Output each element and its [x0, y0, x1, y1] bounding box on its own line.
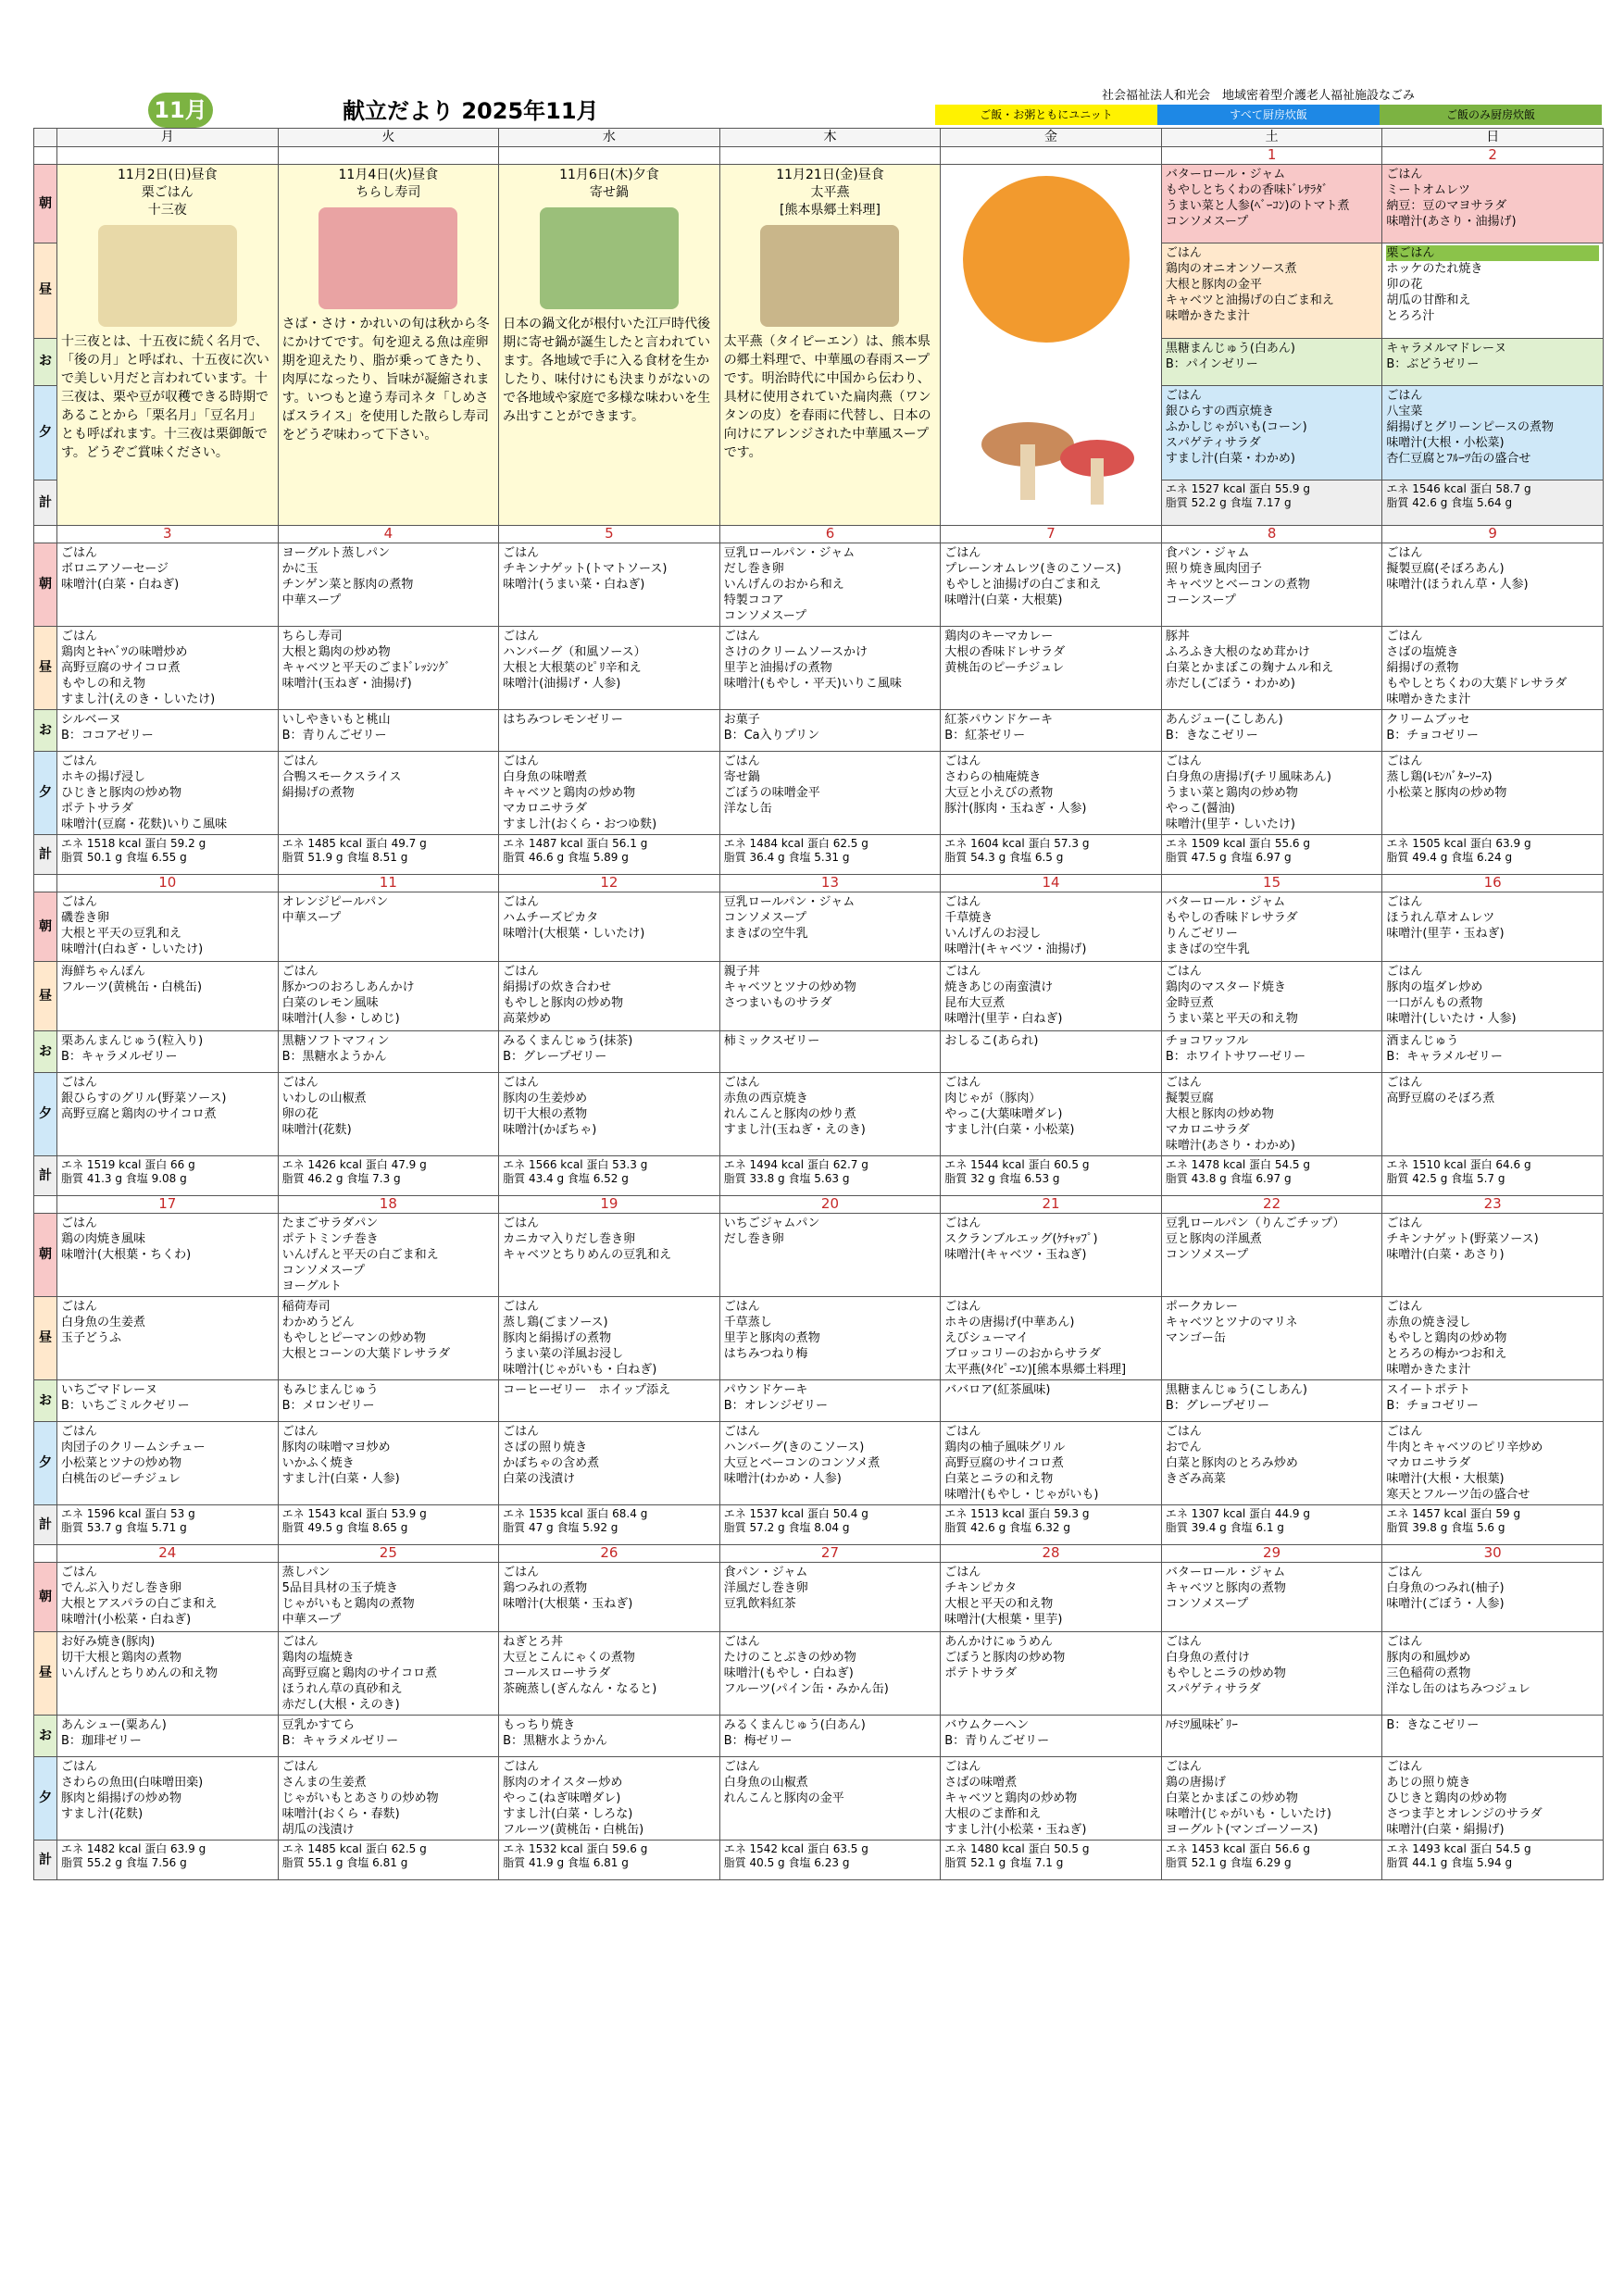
date-cell: 3 [57, 526, 279, 543]
menu-cell: ごはん さわらの柚庵焼き 大豆と小えびの煮物 豚汁(豚肉・玉ねぎ・人参) [941, 752, 1162, 835]
menu-cell: ごはん ボロニアソーセージ 味噌汁(白菜・白ねぎ) [57, 543, 279, 627]
menu-cell: ごはん 鶏肉の柚子風味グリル 高野豆腐のサイコロ煮 白菜とニラの和え物 味噌汁(もやし・じゃがいも) [941, 1422, 1162, 1505]
menu-cell: エネ 1518 kcal 蛋白 59.2 g 脂質 50.1 g 食塩 6.55 g [57, 835, 279, 875]
meal-label: お [34, 1031, 57, 1073]
page-title: 献立だより 2025年11月 [343, 98, 599, 124]
feature-box [719, 165, 941, 526]
menu-cell: 蒸しパン 5品目具材の玉子焼き じゃがいもと鶏肉の煮物 中華スープ [278, 1563, 499, 1632]
menu-cell: エネ 1535 kcal 蛋白 68.4 g 脂質 47 g 食塩 5.92 g [499, 1505, 720, 1545]
menu-cell: ごはん ミートオムレツ 納豆：豆のマヨサラダ 味噌汁(あさり・油揚げ) [1382, 165, 1604, 243]
menu-cell: エネ 1426 kcal 蛋白 47.9 g 脂質 46.2 g 食塩 7.3 g [278, 1156, 499, 1196]
feature-description: 十三夜とは、十五夜に続く名月で、「後の月」と呼ばれ、十五夜に次いで美しい月だと言われています。十三夜は、栗や豆が収穫できる時期であることから「栗名月」「豆名月」とも呼ばれます。十三夜は栗御飯です。どうぞご賞味ください。 [61, 334, 269, 460]
menu-cell: 海鮮ちゃんぽん フルーツ(黄桃缶・白桃缶) [57, 962, 279, 1031]
meal-label: 昼 [34, 1632, 57, 1716]
menu-cell: ごはん さわらの魚田(白味噌田楽) 豚肉と絹揚げの炒め物 すまし汁(花麩) [57, 1757, 279, 1841]
menu-cell: ごはん 牛肉とキャベツのピリ辛炒め マカロニサラダ 味噌汁(大根・大根葉) 寒天とフルーツ缶の盛合せ [1382, 1422, 1604, 1505]
menu-cell: はちみつレモンゼリー [499, 710, 720, 752]
menu-cell: ごはん 白身魚の味噌煮 キャベツと鶏肉の炒め物 マカロニサラダ すまし汁(おくら・おつゆ麩) [499, 752, 720, 835]
menu-cell: 豆乳ロールパン・ジャム コンソメスープ まきばの空牛乳 [719, 892, 941, 962]
menu-cell: ごはん 豚肉の生姜炒め 切干大根の煮物 味噌汁(かぼちゃ) [499, 1073, 720, 1156]
menu-cell: ごはん 豚肉の味噌マヨ炒め いかふく焼き すまし汁(白菜・人参) [278, 1422, 499, 1505]
menu-cell: エネ 1604 kcal 蛋白 57.3 g 脂質 54.3 g 食塩 6.5 g [941, 835, 1162, 875]
weekday-header: 水 [499, 129, 720, 147]
menu-cell: ごはん 高野豆腐のそぼろ煮 [1382, 1073, 1604, 1156]
menu-cell: ごはん さばの照り焼き かぼちゃの含め煮 白菜の浅漬け [499, 1422, 720, 1505]
menu-cell: パウンドケーキ B：オレンジゼリー [719, 1380, 941, 1422]
menu-cell: ごはん 肉じゃが（豚肉） やっこ(大葉味噌ダレ) すまし汁(白菜・小松菜) [941, 1073, 1162, 1156]
menu-cell: 栗あんまんじゅう(粒入り) B：キャラメルゼリー [57, 1031, 279, 1073]
menu-cell: クリームブッセ B：チョコゼリー [1382, 710, 1604, 752]
menu-cell: ごはん おでん 白菜と豚肉のとろみ炒め きざみ高菜 [1161, 1422, 1382, 1505]
date-cell: 30 [1382, 1545, 1604, 1563]
legend-kitchen-rice: ご飯のみ厨房炊飯 [1380, 105, 1602, 125]
menu-cell: エネ 1532 kcal 蛋白 59.6 g 脂質 41.9 g 食塩 6.81 g [499, 1841, 720, 1880]
date-cell [278, 147, 499, 165]
menu-cell: エネ 1527 kcal 蛋白 55.9 g 脂質 52.2 g 食塩 7.17 g [1161, 480, 1382, 526]
menu-cell: みるくまんじゅう(抹茶) B：グレープゼリー [499, 1031, 720, 1073]
menu-cell: エネ 1544 kcal 蛋白 60.5 g 脂質 32 g 食塩 6.53 g [941, 1156, 1162, 1196]
menu-cell: ごはん 鶏肉の塩焼き 高野豆腐と鶏肉のサイコロ煮 ほうれん草の真砂和え 赤だし(大根・えのき) [278, 1632, 499, 1716]
menu-cell: ごはん 八宝菜 絹揚げとグリーンピースの煮物 味噌汁(大根・小松菜) 杏仁豆腐とﾌﾙｰﾂ缶の盛合せ [1382, 385, 1604, 480]
date-cell: 10 [57, 875, 279, 892]
date-cell: 17 [57, 1196, 279, 1214]
feature-title: 11月4日(火)昼食 ちらし寿司 [338, 168, 439, 200]
menu-cell: ごはん 鶏肉のマスタード焼き 金時豆煮 うまい菜と平天の和え物 [1161, 962, 1382, 1031]
menu-cell: ごはん 鶏の唐揚げ 白菜とかまぼこの炒め物 味噌汁(じゃがいも・しいたけ) ヨーグルト(マンゴーソース) [1161, 1757, 1382, 1841]
date-cell: 12 [499, 875, 720, 892]
menu-cell: もみじまんじゅう B：メロンゼリー [278, 1380, 499, 1422]
menu-cell: ごはん 白身魚の煮付け もやしとニラの炒め物 スパゲティサラダ [1161, 1632, 1382, 1716]
menu-cell: 豚丼 ふろふき大根のなめ茸かけ 白菜とかまぼこの麹ナムル和え 赤だし(ごぼう・わかめ) [1161, 627, 1382, 710]
menu-cell: ちらし寿司 大根と鶏肉の炒め物 キャベツと平天のごまﾄﾞﾚｯｼﾝｸﾞ 味噌汁(玉ねぎ・油揚げ) [278, 627, 499, 710]
date-cell [57, 147, 279, 165]
corner [34, 147, 57, 165]
menu-cell: ごはん 白身魚のつみれ(柚子) 味噌汁(ごぼう・人参) [1382, 1563, 1604, 1632]
date-cell: 1 [1161, 147, 1382, 165]
menu-cell: ごはん ほうれん草オムレツ 味噌汁(里芋・玉ねぎ) [1382, 892, 1604, 962]
feature-box [499, 165, 720, 526]
meal-label: 計 [34, 835, 57, 875]
feature-title: 11月6日(木)夕食 寄せ鍋 [559, 168, 659, 200]
menu-cell: バターロール・ジャム もやしの香味ドレサラダ りんごゼリー まきばの空牛乳 [1161, 892, 1382, 962]
menu-cell: ごはん 焼きあじの南蛮漬け 昆布大豆煮 味噌汁(里芋・白ねぎ) [941, 962, 1162, 1031]
organization-name: 社会福祉法人和光会 地域密着型介護老人福祉施設なごみ [1102, 89, 1416, 103]
menu-cell: ごはん 赤魚の西京焼き れんこんと豚肉の炒り煮 すまし汁(玉ねぎ・えのき) [719, 1073, 941, 1156]
menu-cell: エネ 1566 kcal 蛋白 53.3 g 脂質 43.4 g 食塩 6.52 g [499, 1156, 720, 1196]
menu-cell: もっちり焼き B：黒糖水ようかん [499, 1716, 720, 1757]
meal-label: 夕 [34, 752, 57, 835]
menu-cell: 親子丼 キャベツとツナの炒め物 さつまいものサラダ [719, 962, 941, 1031]
date-cell: 25 [278, 1545, 499, 1563]
menu-cell: ごはん 赤魚の焼き浸し もやしと鶏肉の炒め物 とろろの梅かつお和え 味噌かきたま汁 [1382, 1297, 1604, 1380]
date-cell: 9 [1382, 526, 1604, 543]
menu-cell: ﾊﾁﾐﾂ風味ｾﾞﾘｰ [1161, 1716, 1382, 1757]
date-cell: 11 [278, 875, 499, 892]
menu-cell: ねぎとろ丼 大豆とこんにゃくの煮物 コールスローサラダ 茶碗蒸し(ぎんなん・なると) [499, 1632, 720, 1716]
meal-label: 計 [34, 480, 57, 526]
menu-cell: エネ 1542 kcal 蛋白 63.5 g 脂質 40.5 g 食塩 6.23 g [719, 1841, 941, 1880]
meal-label: 計 [34, 1505, 57, 1545]
menu-cell: エネ 1482 kcal 蛋白 63.9 g 脂質 55.2 g 食塩 7.56 g [57, 1841, 279, 1880]
menu-cell: ごはん 磯巻き卵 大根と平天の豆乳和え 味噌汁(白ねぎ・しいたけ) [57, 892, 279, 962]
menu-cell: エネ 1493 kcal 蛋白 54.5 g 脂質 44.1 g 食塩 5.94 g [1382, 1841, 1604, 1880]
menu-cell: エネ 1453 kcal 蛋白 56.6 g 脂質 52.1 g 食塩 6.29 g [1161, 1841, 1382, 1880]
menu-cell: ごはん 白身魚の山椒煮 れんこんと豚肉の金平 [719, 1757, 941, 1841]
meal-label: 夕 [34, 1757, 57, 1841]
corner [34, 129, 57, 147]
menu-cell: ごはん ホキの唐揚げ(中華あん) えびシューマイ ブロッコリーのおからサラダ 太平燕(ﾀｲﾋﾟｰｴﾝ)[熊本県郷土料理] [941, 1297, 1162, 1380]
menu-cell: ごはん 鶏の肉焼き風味 味噌汁(大根葉・ちくわ) [57, 1214, 279, 1297]
menu-cell: ごはん 合鴨スモークスライス 絹揚げの煮物 [278, 752, 499, 835]
menu-cell: あんジュー(こしあん) B：きなこゼリー [1161, 710, 1382, 752]
date-cell: 26 [499, 1545, 720, 1563]
menu-cell: ごはん 白身魚の生姜煮 玉子どうふ [57, 1297, 279, 1380]
feature-title: 11月2日(日)昼食 栗ごはん 十三夜 [117, 168, 218, 218]
menu-cell: ごはん 豚肉の塩ダレ炒め 一口がんもの煮物 味噌汁(しいたけ・人参) [1382, 962, 1604, 1031]
menu-cell: エネ 1513 kcal 蛋白 59.3 g 脂質 42.6 g 食塩 6.32 g [941, 1505, 1162, 1545]
menu-cell: ごはん プレーンオムレツ(きのこソース) もやしと油揚げの白ごま和え 味噌汁(白菜・大根葉) [941, 543, 1162, 627]
menu-cell: ごはん 絹揚げの炊き合わせ もやしと豚肉の炒め物 高菜炒め [499, 962, 720, 1031]
menu-cell: エネ 1478 kcal 蛋白 54.5 g 脂質 43.8 g 食塩 6.97 g [1161, 1156, 1382, 1196]
menu-cell: ごはん 千草蒸し 里芋と豚肉の煮物 はちみつねり梅 [719, 1297, 941, 1380]
menu-cell: ごはん 蒸し鶏(ﾚﾓﾝﾊﾞﾀｰｿｰｽ) 小松菜と豚肉の炒め物 [1382, 752, 1604, 835]
menu-cell: バターロール・ジャム キャベツと豚肉の煮物 コンソメスープ [1161, 1563, 1382, 1632]
weekday-header: 金 [941, 129, 1162, 147]
menu-cell: ごはん チキンナゲット(トマトソース) 味噌汁(うまい菜・白ねぎ) [499, 543, 720, 627]
meal-label: 夕 [34, 1422, 57, 1505]
menu-cell: ごはん あじの照り焼き ひじきと鶏肉の炒め物 さつま芋とオレンジのサラダ 味噌汁(白菜・絹揚げ) [1382, 1757, 1604, 1841]
date-cell: 21 [941, 1196, 1162, 1214]
menu-cell: ヨーグルト蒸しパン かに玉 チンゲン菜と豚肉の煮物 中華スープ [278, 543, 499, 627]
menu-cell: ポークカレー キャベツとツナのマリネ マンゴー缶 [1161, 1297, 1382, 1380]
menu-cell: あんシュー(粟あん) B：珈琲ゼリー [57, 1716, 279, 1757]
legend-unit: ご飯・お粥ともにユニット [935, 105, 1157, 125]
menu-cell: ごはん ハンバーグ（和風ソース） 大根と大根葉のﾋﾟﾘ辛和え 味噌汁(油揚げ・人参) [499, 627, 720, 710]
menu-cell: ごはん 擬製豆腐(そぼろあん) 味噌汁(ほうれん草・人参) [1382, 543, 1604, 627]
menu-cell: ごはん 白身魚の唐揚げ(チリ風味あん) うまい菜と鶏肉の炒め物 やっこ(醤油) 味噌汁(里芋・しいたけ) [1161, 752, 1382, 835]
corner [34, 1196, 57, 1214]
menu-cell: みるくまんじゅう(白あん) B：梅ゼリー [719, 1716, 941, 1757]
menu-cell: 黒糖ソフトマフィン B：黒糖水ようかん [278, 1031, 499, 1073]
menu-cell: ごはん 豚肉の和風炒め 三色稲荷の煮物 洋なし缶のはちみつジュレ [1382, 1632, 1604, 1716]
autumn-illustration [941, 165, 1162, 526]
menu-cell: キャラメルマドレーヌ B：ぶどうゼリー [1382, 338, 1604, 385]
date-cell: 16 [1382, 875, 1604, 892]
weekday-header: 月 [57, 129, 279, 147]
menu-cell: ごはん 鶏つみれの煮物 味噌汁(大根葉・玉ねぎ) [499, 1563, 720, 1632]
menu-cell: ごはん 擬製豆腐 大根と豚肉の炒め物 マカロニサラダ 味噌汁(あさり・わかめ) [1161, 1073, 1382, 1156]
date-cell: 14 [941, 875, 1162, 892]
menu-cell: オレンジピールパン 中華スープ [278, 892, 499, 962]
weekday-header: 木 [719, 129, 941, 147]
dish-photo [760, 225, 899, 327]
menu-cell: バウムクーヘン B：青りんごゼリー [941, 1716, 1162, 1757]
date-cell: 27 [719, 1545, 941, 1563]
highlight-dish: 栗ごはん [1386, 245, 1599, 261]
meal-label: 昼 [34, 627, 57, 710]
menu-cell: 食パン・ジャム 洋風だし巻き卵 豆乳飲料紅茶 [719, 1563, 941, 1632]
menu-cell: スイートポテト B：チョコゼリー [1382, 1380, 1604, 1422]
menu-cell: たまごサラダパン ポテトミンチ巻き いんげんと平天の白ごま和え コンソメスープ ヨーグルト [278, 1214, 499, 1297]
menu-cell: お菓子 B：Ca入りプリン [719, 710, 941, 752]
menu-cell: エネ 1494 kcal 蛋白 62.7 g 脂質 33.8 g 食塩 5.63 g [719, 1156, 941, 1196]
meal-label: 計 [34, 1156, 57, 1196]
meal-label: お [34, 1380, 57, 1422]
menu-cell: いちごジャムパン だし巻き卵 [719, 1214, 941, 1297]
menu-cell: チョコワッフル B：ホワイトサワーゼリー [1161, 1031, 1382, 1073]
feature-description: 日本の鍋文化が根付いた江戸時代後期に寄せ鍋が誕生したと言われています。各地域で手に入る食材を生かしたり、味付けにも決まりがないので各地域や家庭で多様な味わいを生み出すことができます。 [503, 317, 711, 424]
date-cell: 8 [1161, 526, 1382, 543]
menu-cell: 豆乳ロールパン（りんごチップ） 豆と豚肉の洋風煮 コンソメスープ [1161, 1214, 1382, 1297]
menu-cell: エネ 1519 kcal 蛋白 66 g 脂質 41.3 g 食塩 9.08 g [57, 1156, 279, 1196]
menu-cell: ごはん 蒸し鶏(ごまソース) 豚肉と絹揚げの煮物 うまい菜の洋風お浸し 味噌汁(じゃがいも・白ねぎ) [499, 1297, 720, 1380]
weekday-header: 火 [278, 129, 499, 147]
feature-description: さば・さけ・かれいの旬は秋から冬にかけてです。旬を迎える魚は産卵期を迎えたり、脂が乗ってきたり、肉厚になったり、旨味が凝縮されます。いつもと違う寿司ネタ「しめさばスライス」を使用した散らし寿司をどうぞ味わって下さい。 [281, 317, 490, 443]
meal-label: お [34, 338, 57, 385]
meal-label: 昼 [34, 1297, 57, 1380]
menu-cell: ごはん 肉団子のクリームシチュー 小松菜とツナの炒め物 白桃缶のピーチジュレ [57, 1422, 279, 1505]
menu-cell: エネ 1510 kcal 蛋白 64.6 g 脂質 42.5 g 食塩 5.7 g [1382, 1156, 1604, 1196]
menu-cell: おしるこ(あられ) [941, 1031, 1162, 1073]
menu-cell: ごはん いわしの山椒煮 卵の花 味噌汁(花麩) [278, 1073, 499, 1156]
weekday-header: 土 [1161, 129, 1382, 147]
meal-label: お [34, 1716, 57, 1757]
date-cell: 18 [278, 1196, 499, 1214]
menu-cell: エネ 1546 kcal 蛋白 58.7 g 脂質 42.6 g 食塩 5.64 g [1382, 480, 1604, 526]
dragonfly-mushroom-illustration [944, 167, 1157, 518]
dish-photo [540, 207, 679, 309]
date-cell [719, 147, 941, 165]
menu-cell: B：きなこゼリー [1382, 1716, 1604, 1757]
date-cell: 29 [1161, 1545, 1382, 1563]
menu-cell: エネ 1487 kcal 蛋白 56.1 g 脂質 46.6 g 食塩 5.89 g [499, 835, 720, 875]
menu-cell: エネ 1537 kcal 蛋白 50.4 g 脂質 57.2 g 食塩 8.04 g [719, 1505, 941, 1545]
date-cell: 5 [499, 526, 720, 543]
feature-description: 太平燕（タイピーエン）は、熊本県の郷土料理で、中華風の春雨スープです。明治時代に中国から伝わり、具材に使用されていた扁肉燕（ワンタンの皮）を春雨に代替し、日本の向けにアレンジされた中華風スープです。 [723, 334, 931, 460]
menu-cell: 黒糖まんじゅう(白あん) B：パインゼリー [1161, 338, 1382, 385]
corner [34, 875, 57, 892]
menu-cell: 稲荷寿司 わかめうどん もやしとピーマンの炒め物 大根とコーンの大葉ドレサラダ [278, 1297, 499, 1380]
menu-cell: ごはん チキンピカタ 大根と平天の和え物 味噌汁(大根葉・里芋) [941, 1563, 1162, 1632]
meal-label: 夕 [34, 385, 57, 480]
weekday-header: 日 [1382, 129, 1604, 147]
menu-cell: ババロア(紅茶風味) [941, 1380, 1162, 1422]
menu-cell: ごはん 豚肉のオイスター炒め やっこ(ねぎ味噌ダレ) すまし汁(白菜・しろな) フルーツ(黄桃缶・白桃缶) [499, 1757, 720, 1841]
meal-label: 朝 [34, 892, 57, 962]
menu-cell: エネ 1543 kcal 蛋白 53.9 g 脂質 49.5 g 食塩 8.65 g [278, 1505, 499, 1545]
date-cell: 28 [941, 1545, 1162, 1563]
menu-cell: ごはん 鶏肉のオニオンソース煮 大根と豚肉の金平 キャベツと油揚げの白ごま和え 味噌かきたま汁 [1161, 243, 1382, 338]
date-cell: 20 [719, 1196, 941, 1214]
menu-cell: 食パン・ジャム 照り焼き風肉団子 キャベツとベーコンの煮物 コーンスープ [1161, 543, 1382, 627]
menu-cell: ごはん さばの味噌煮 キャベツと鶏肉の炒め物 大根のごま酢和え すまし汁(小松菜・玉ねぎ) [941, 1757, 1162, 1841]
menu-cell: 豆乳かすてら B：キャラメルゼリー [278, 1716, 499, 1757]
meal-label: 昼 [34, 962, 57, 1031]
menu-cell: エネ 1457 kcal 蛋白 59 g 脂質 39.8 g 食塩 5.6 g [1382, 1505, 1604, 1545]
date-cell: 24 [57, 1545, 279, 1563]
menu-cell: ごはん チキンナゲット(野菜ソース) 味噌汁(白菜・あさり) [1382, 1214, 1604, 1297]
date-cell: 19 [499, 1196, 720, 1214]
menu-cell: ごはん さばの塩焼き 絹揚げの煮物 もやしとちくわの大葉ドレサラダ 味噌かきたま汁 [1382, 627, 1604, 710]
menu-cell: 鶏肉のキーマカレー 大根の香味ドレサラダ 黄桃缶のピーチジュレ [941, 627, 1162, 710]
feature-box [278, 165, 499, 526]
menu-cell: ごはん さんまの生姜煮 じゃがいもとあさりの炒め物 味噌汁(おくら・春麩) 胡瓜の浅漬け [278, 1757, 499, 1841]
menu-cell: 豆乳ロールパン・ジャム だし巻き卵 いんげんのおから和え 特製ココア コンソメスープ [719, 543, 941, 627]
menu-cell: いしやきいもと桃山 B：青りんごゼリー [278, 710, 499, 752]
menu-cell: エネ 1484 kcal 蛋白 62.5 g 脂質 36.4 g 食塩 5.31 g [719, 835, 941, 875]
date-cell: 15 [1161, 875, 1382, 892]
menu-cell: ごはん 豚かつのおろしあんかけ 白菜のレモン風味 味噌汁(人参・しめじ) [278, 962, 499, 1031]
menu-cell: ごはん 銀ひらすのグリル(野菜ソース) 高野豆腐と鶏肉のサイコロ煮 [57, 1073, 279, 1156]
menu-cell: シルベーヌ B：ココアゼリー [57, 710, 279, 752]
menu-cell: エネ 1596 kcal 蛋白 53 g 脂質 53.7 g 食塩 5.71 g [57, 1505, 279, 1545]
menu-cell: お好み焼き(豚肉) 切干大根と鶏肉の煮物 いんげんとちりめんの和え物 [57, 1632, 279, 1716]
menu-cell: あんかけにゅうめん ごぼうと豚肉の炒め物 ポテトサラダ [941, 1632, 1162, 1716]
dish-photo [319, 207, 457, 309]
legend-kitchen-all: すべて厨房炊飯 [1157, 105, 1380, 125]
date-cell: 2 [1382, 147, 1604, 165]
meal-label: 朝 [34, 543, 57, 627]
menu-cell: ごはん でんぶ入りだし巻き卵 大根とアスパラの白ごま和え 味噌汁(小松菜・白ねぎ) [57, 1563, 279, 1632]
meal-label: お [34, 710, 57, 752]
date-cell: 22 [1161, 1196, 1382, 1214]
menu-cell: ごはん スクランブルエッグ(ｹﾁｬｯﾌﾟ) 味噌汁(キャベツ・玉ねぎ) [941, 1214, 1162, 1297]
menu-cell: 酒まんじゅう B：キャラメルゼリー [1382, 1031, 1604, 1073]
month-badge: 11月 [148, 93, 213, 128]
meal-label: 計 [34, 1841, 57, 1880]
menu-cell: ごはん ホキの揚げ浸し ひじきと豚肉の炒め物 ポテトサラダ 味噌汁(豆腐・花麩)いりこ風味 [57, 752, 279, 835]
date-cell: 13 [719, 875, 941, 892]
menu-cell: ごはん 寄せ鍋 ごぼうの味噌金平 洋なし缶 [719, 752, 941, 835]
menu-cell: エネ 1505 kcal 蛋白 63.9 g 脂質 49.4 g 食塩 6.24 g [1382, 835, 1604, 875]
menu-cell: ごはん 鶏肉とｷｬﾍﾞﾂの味噌炒め 高野豆腐のサイコロ煮 もやしの和え物 すまし汁(えのき・しいたけ) [57, 627, 279, 710]
menu-cell [1382, 243, 1604, 338]
menu-cell: エネ 1509 kcal 蛋白 55.6 g 脂質 47.5 g 食塩 6.97 g [1161, 835, 1382, 875]
menu-cell: エネ 1307 kcal 蛋白 44.9 g 脂質 39.4 g 食塩 6.1 g [1161, 1505, 1382, 1545]
meal-label: 朝 [34, 165, 57, 243]
menu-cell: エネ 1485 kcal 蛋白 62.5 g 脂質 55.1 g 食塩 6.81 g [278, 1841, 499, 1880]
corner [34, 526, 57, 543]
date-cell: 6 [719, 526, 941, 543]
meal-label: 朝 [34, 1563, 57, 1632]
menu-cell: 紅茶パウンドケーキ B：紅茶ゼリー [941, 710, 1162, 752]
date-cell: 4 [278, 526, 499, 543]
menu-cell: ごはん 千草焼き いんげんのお浸し 味噌汁(キャベツ・油揚げ) [941, 892, 1162, 962]
menu-table [33, 128, 1604, 1880]
menu-cell: ごはん 銀ひらすの西京焼き ふかしじゃがいも(コーン) スパゲティサラダ すまし汁(白菜・わかめ) [1161, 385, 1382, 480]
menu-cell: 柿ミックスゼリー [719, 1031, 941, 1073]
header [0, 0, 1624, 130]
meal-label: 夕 [34, 1073, 57, 1156]
corner [34, 1545, 57, 1563]
menu-cell: 黒糖まんじゅう(こしあん) B：グレープゼリー [1161, 1380, 1382, 1422]
date-cell: 23 [1382, 1196, 1604, 1214]
menu-cell: エネ 1485 kcal 蛋白 49.7 g 脂質 51.9 g 食塩 8.51 g [278, 835, 499, 875]
feature-box [57, 165, 279, 526]
meal-label: 昼 [34, 243, 57, 338]
menu-cell: エネ 1480 kcal 蛋白 50.5 g 脂質 52.1 g 食塩 7.1 g [941, 1841, 1162, 1880]
feature-title: 11月21日(金)昼食 太平燕 [熊本県郷土料理] [776, 168, 884, 218]
menu-cell: ごはん カニカマ入りだし巻き卵 キャベツとちりめんの豆乳和え [499, 1214, 720, 1297]
menu-cell: バターロール・ジャム もやしとちくわの香味ﾄﾞﾚｻﾗﾀﾞ うまい菜と人参(ﾍﾞｰｺﾝ)のトマト煮 コンソメスープ [1161, 165, 1382, 243]
date-cell: 7 [941, 526, 1162, 543]
menu-cell: いちごマドレーヌ B：いちごミルクゼリー [57, 1380, 279, 1422]
menu-cell: ごはん ハムチーズピカタ 味噌汁(大根葉・しいたけ) [499, 892, 720, 962]
meal-label: 朝 [34, 1214, 57, 1297]
menu-cell: ごはん たけのことぶきの炒め物 味噌汁(もやし・白ねぎ) フルーツ(パイン缶・みかん缶) [719, 1632, 941, 1716]
menu-cell: ごはん ハンバーグ(きのこソース) 大豆とベーコンのコンソメ煮 味噌汁(わかめ・人参) [719, 1422, 941, 1505]
dish-list: ホッケのたれ焼き 卯の花 胡瓜の甘酢和え とろろ汁 [1386, 262, 1483, 324]
date-cell [941, 147, 1162, 165]
menu-cell: ごはん さけのクリームソースかけ 里芋と油揚げの煮物 味噌汁(もやし・平天)いりこ風味 [719, 627, 941, 710]
menu-cell: コーヒーゼリー ホイップ添え [499, 1380, 720, 1422]
date-cell [499, 147, 720, 165]
dish-photo [98, 225, 237, 327]
